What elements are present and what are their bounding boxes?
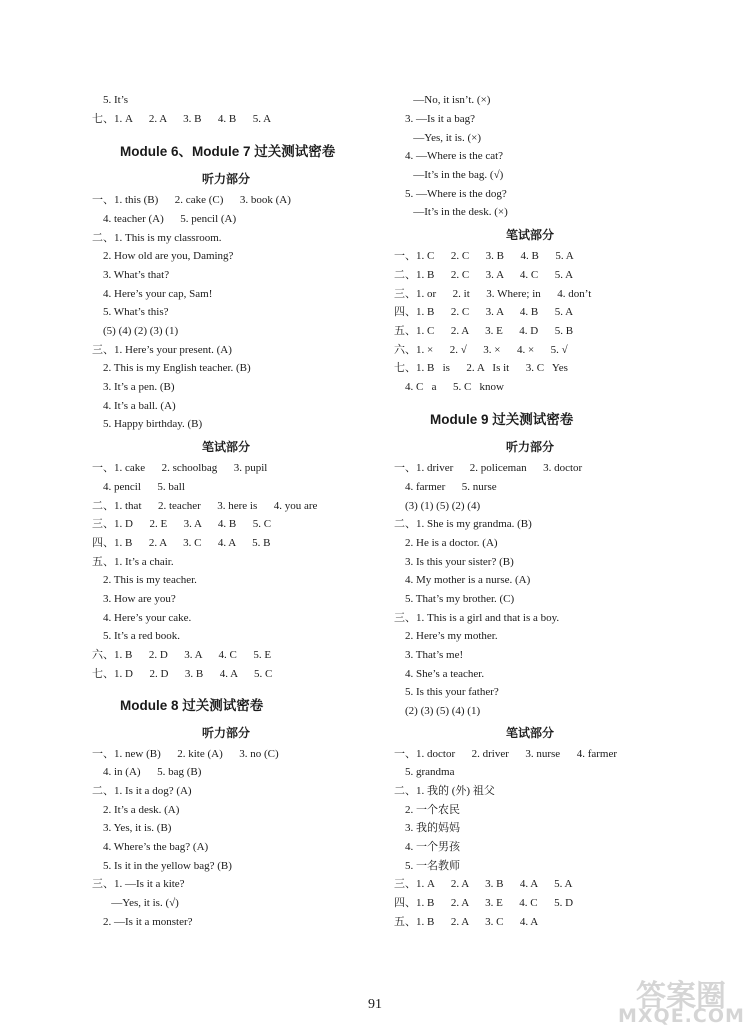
answer-line: 五、1. C 2. A 3. E 4. D 5. B — [394, 325, 574, 337]
answer-line: 3. That’s me! — [394, 649, 464, 661]
answer-line: 七、1. A 2. A 3. B 4. B 5. A — [92, 113, 272, 125]
section-title: 听力部分 — [202, 726, 251, 740]
answer-line: 3. How are you? — [92, 593, 176, 605]
watermark-text: 答案圈 — [636, 979, 726, 1014]
answer-line: 五、1. It’s a chair. — [92, 556, 174, 568]
answer-line: 3. 我的妈妈 — [394, 822, 460, 834]
module-heading: Module 9 过关测试密卷 — [430, 412, 574, 427]
answer-line: 一、1. doctor 2. driver 3. nurse 4. farmer — [394, 748, 618, 760]
answer-line: 六、1. × 2. √ 3. × 4. × 5. √ — [394, 344, 568, 356]
answer-line: 5. 一名教师 — [394, 860, 460, 872]
answer-line: 4. Here’s your cap, Sam! — [92, 288, 213, 300]
section-title: 听力部分 — [202, 172, 251, 186]
answer-line: 一、1. driver 2. policeman 3. doctor — [394, 462, 583, 474]
answer-line: 二、1. that 2. teacher 3. here is 4. you are — [92, 500, 318, 512]
answer-line: 4. C a 5. C know — [394, 381, 504, 393]
answer-line: 2. This is my teacher. — [92, 574, 197, 586]
answer-line: 七、1. D 2. D 3. B 4. A 5. C — [92, 668, 273, 680]
answer-line: 三、1. A 2. A 3. B 4. A 5. A — [394, 878, 573, 890]
answer-line: 二、1. She is my grandma. (B) — [394, 518, 532, 530]
watermark-url: MXQE.COM — [618, 1005, 745, 1027]
answer-line: 2. He is a doctor. (A) — [394, 537, 498, 549]
answer-line: 2. This is my English teacher. (B) — [92, 362, 251, 374]
answer-line: (2) (3) (5) (4) (1) — [394, 705, 481, 717]
answer-line: 一、1. this (B) 2. cake (C) 3. book (A) — [92, 194, 291, 206]
answer-line: 3. Yes, it is. (B) — [92, 822, 172, 834]
answer-line: 3. What’s that? — [92, 269, 170, 281]
answer-line: 四、1. B 2. A 3. C 4. A 5. B — [92, 537, 271, 549]
module-heading: Module 8 过关测试密卷 — [120, 698, 264, 713]
answer-line: 三、1. Here’s your present. (A) — [92, 344, 232, 356]
section-title: 笔试部分 — [202, 440, 251, 454]
answer-line: 一、1. C 2. C 3. B 4. B 5. A — [394, 250, 574, 262]
answer-line: 二、1. This is my classroom. — [92, 232, 222, 244]
answer-line: 5. Is it in the yellow bag? (B) — [92, 860, 232, 872]
section-title: 笔试部分 — [506, 228, 555, 242]
watermark-logo — [618, 971, 744, 1027]
section-title: 听力部分 — [506, 440, 555, 454]
answer-line: 四、1. B 2. A 3. E 4. C 5. D — [394, 897, 574, 909]
answer-line: —Yes, it is. (×) — [394, 132, 481, 144]
answer-line: 4. It’s a ball. (A) — [92, 400, 176, 412]
answer-line: 4. 一个男孩 — [394, 841, 460, 853]
answer-line: (5) (4) (2) (3) (1) — [92, 325, 179, 337]
answer-line: 五、1. B 2. A 3. C 4. A — [394, 916, 539, 928]
answer-line: —No, it isn’t. (×) — [394, 94, 491, 106]
answer-line: 四、1. B 2. C 3. A 4. B 5. A — [394, 306, 574, 318]
answer-line: 二、1. Is it a dog? (A) — [92, 785, 192, 797]
answer-line: 一、1. cake 2. schoolbag 3. pupil — [92, 462, 268, 474]
answer-line: 二、1. B 2. C 3. A 4. C 5. A — [394, 269, 574, 281]
answer-line: 4. Where’s the bag? (A) — [92, 841, 209, 853]
answer-line: 三、1. or 2. it 3. Where; in 4. don’t — [394, 288, 592, 300]
section-title: 笔试部分 — [506, 726, 555, 740]
answer-line: 3. Is this your sister? (B) — [394, 556, 514, 568]
page-number: 91 — [368, 997, 382, 1012]
answer-line: 4. teacher (A) 5. pencil (A) — [92, 213, 237, 225]
answer-line: 5. It’s a red book. — [92, 630, 180, 642]
answer-line: 4. farmer 5. nurse — [394, 481, 497, 493]
answer-line: 5. grandma — [394, 766, 455, 778]
answer-line: 3. It’s a pen. (B) — [92, 381, 175, 393]
answer-line: 2. 一个农民 — [394, 804, 460, 816]
answer-line: 七、1. B is 2. A Is it 3. C Yes — [394, 362, 568, 374]
answer-line: 二、1. 我的 (外) 祖父 — [394, 785, 495, 797]
answer-line: —It’s in the desk. (×) — [394, 206, 508, 218]
answer-line: 4. She’s a teacher. — [394, 668, 485, 680]
answer-line: 5. It’s — [92, 94, 129, 106]
answer-line: 5. Happy birthday. (B) — [92, 418, 203, 430]
answer-line: 4. —Where is the cat? — [394, 150, 504, 162]
answer-line: 3. —Is it a bag? — [394, 113, 475, 125]
answer-line: 2. Here’s my mother. — [394, 630, 498, 642]
answer-line: 5. That’s my brother. (C) — [394, 593, 515, 605]
answer-line: 5. Is this your father? — [394, 686, 499, 698]
answer-line: 2. It’s a desk. (A) — [92, 804, 180, 816]
answer-line: 5. —Where is the dog? — [394, 188, 507, 200]
answer-line: 4. in (A) 5. bag (B) — [92, 766, 202, 778]
answer-line: 4. Here’s your cake. — [92, 612, 192, 624]
answer-line: 三、1. —Is it a kite? — [92, 878, 185, 890]
answer-line: 4. My mother is a nurse. (A) — [394, 574, 531, 586]
answer-line: —It’s in the bag. (√) — [394, 169, 504, 181]
answer-line: 2. How old are you, Daming? — [92, 250, 234, 262]
answer-line: (3) (1) (5) (2) (4) — [394, 500, 481, 512]
answer-line: 三、1. D 2. E 3. A 4. B 5. C — [92, 518, 272, 530]
answer-line: 2. —Is it a monster? — [92, 916, 193, 928]
answer-line: 三、1. This is a girl and that is a boy. — [394, 612, 560, 624]
answer-line: 一、1. new (B) 2. kite (A) 3. no (C) — [92, 748, 279, 760]
answer-line: 六、1. B 2. D 3. A 4. C 5. E — [92, 649, 272, 661]
answer-line: 5. What’s this? — [92, 306, 169, 318]
module-heading: Module 6、Module 7 过关测试密卷 — [120, 144, 336, 159]
answer-line: —Yes, it is. (√) — [92, 897, 179, 909]
answer-line: 4. pencil 5. ball — [92, 481, 185, 493]
